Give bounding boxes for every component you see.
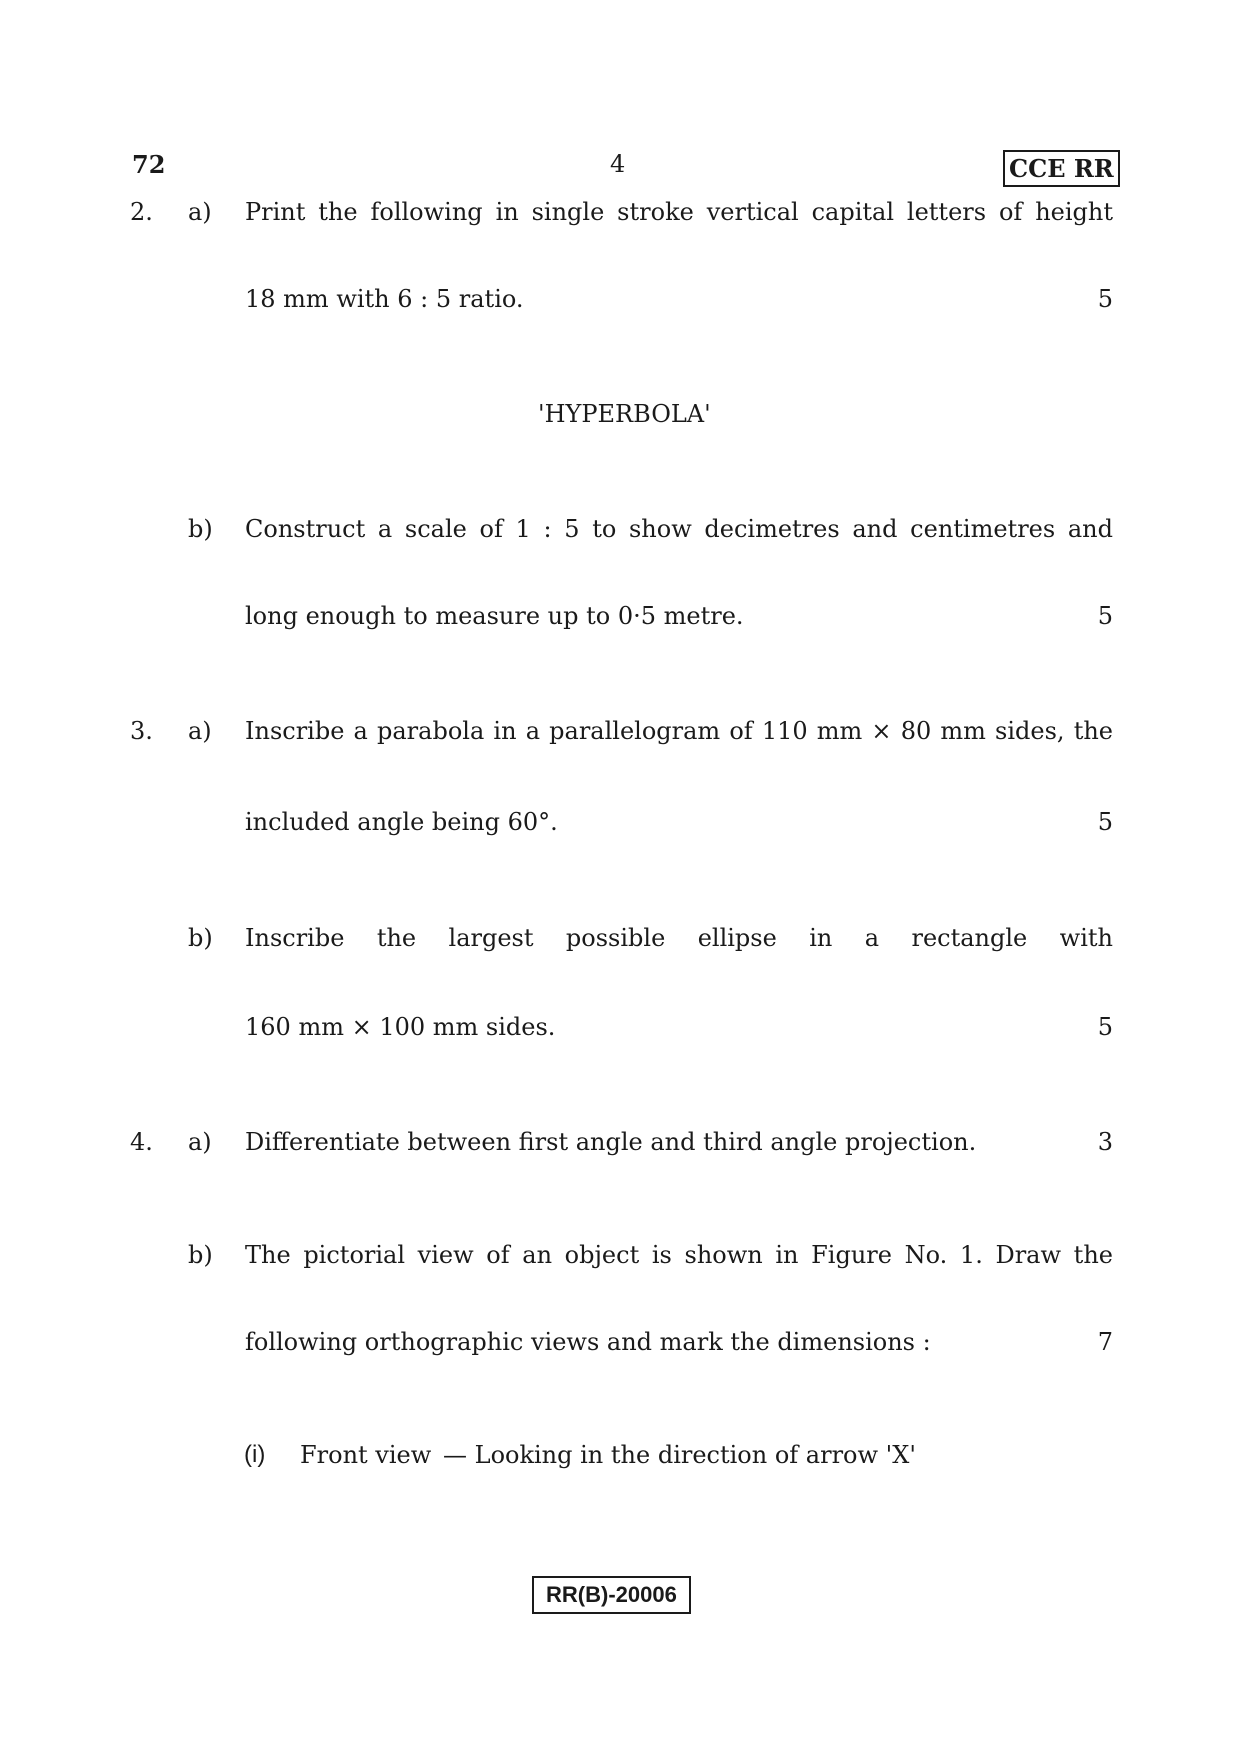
marks: 3	[1097, 1128, 1113, 1156]
question-text-line: following orthographic views and mark the dimensions :	[245, 1328, 931, 1356]
marks: 5	[1097, 808, 1113, 836]
marks: 5	[1097, 1013, 1113, 1041]
footer-code: RR(B)-20006	[532, 1576, 691, 1614]
page-right-code: CCE RR	[1003, 150, 1120, 187]
marks: 5	[1097, 602, 1113, 630]
question-number: 3.	[130, 717, 153, 745]
subitem-text: Front view	[300, 1441, 432, 1469]
subitem-label: (i)	[244, 1441, 266, 1468]
question-number: 4.	[130, 1128, 153, 1156]
marks: 5	[1097, 285, 1113, 313]
part-label: b)	[188, 515, 213, 543]
marks: 7	[1097, 1328, 1113, 1356]
subitem-desc: — Looking in the direction of arrow 'X'	[443, 1441, 916, 1469]
question-text-line: included angle being 60°.	[245, 808, 558, 836]
part-label: b)	[188, 924, 213, 952]
question-extra-text: 'HYPERBOLA'	[538, 400, 711, 428]
page-left-code: 72	[132, 150, 166, 179]
question-text-line: The pictorial view of an object is shown in Figure No. 1. Draw the	[245, 1241, 1113, 1269]
part-label: a)	[188, 717, 212, 745]
question-text-line: Inscribe the largest possible ellipse in a rectangle with	[245, 924, 1113, 952]
question-text-line: 160 mm × 100 mm sides.	[245, 1013, 556, 1041]
question-text-line: Differentiate between first angle and third angle projection.	[245, 1128, 977, 1156]
question-text-line: 18 mm with 6 : 5 ratio.	[245, 285, 524, 313]
question-text-line: long enough to measure up to 0·5 metre.	[245, 602, 744, 630]
part-label: a)	[188, 198, 212, 226]
part-label: a)	[188, 1128, 212, 1156]
question-text-line: Construct a scale of 1 : 5 to show decimetres and centimetres and	[245, 515, 1113, 543]
page-number: 4	[610, 150, 626, 178]
question-number: 2.	[130, 198, 153, 226]
question-text-line: Print the following in single stroke vertical capital letters of height	[245, 198, 1113, 226]
part-label: b)	[188, 1241, 213, 1269]
question-text-line: Inscribe a parabola in a parallelogram of 110 mm × 80 mm sides, the	[245, 717, 1113, 745]
